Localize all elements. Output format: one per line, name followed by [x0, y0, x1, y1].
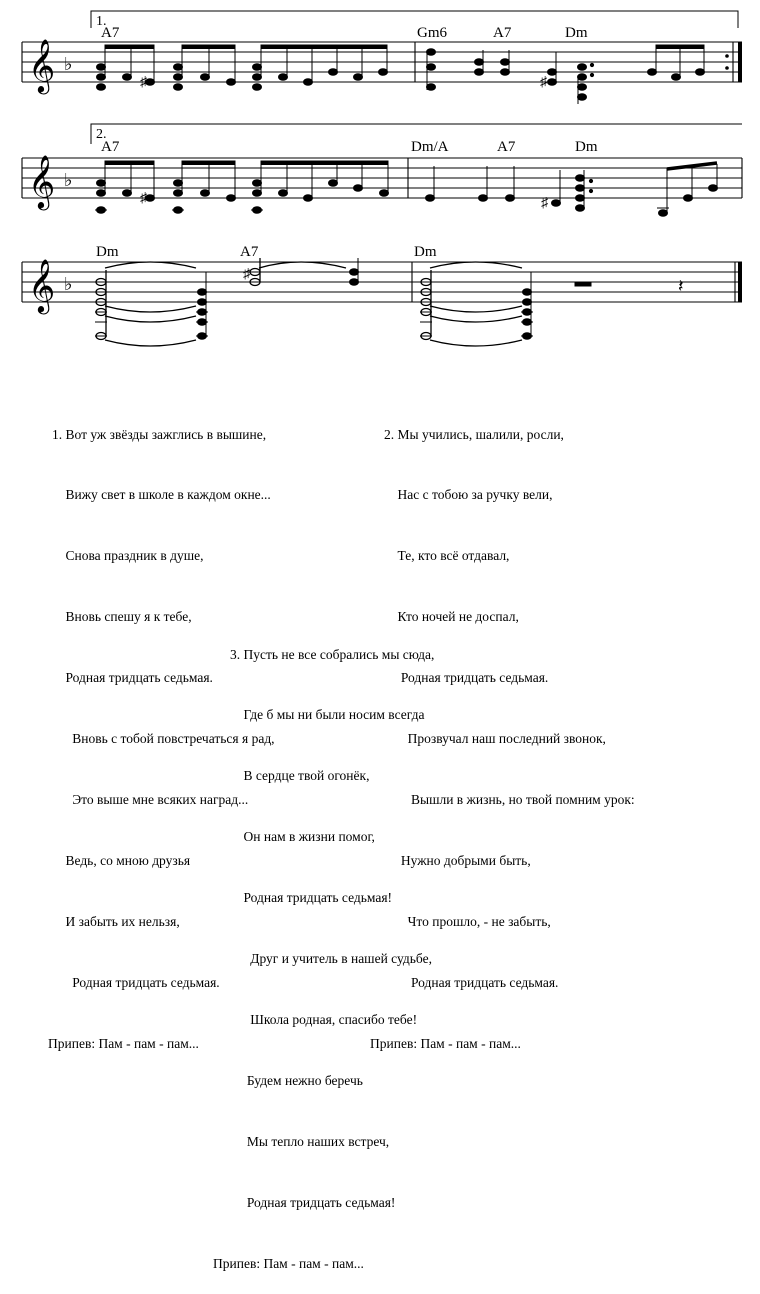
score-system-3: [22, 244, 742, 346]
lyric-line: Вижу свет в школе в каждом окне...: [52, 487, 271, 503]
treble-clef-icon: 𝄞: [28, 154, 56, 208]
chord-symbol: A7: [497, 139, 516, 155]
lyric-line: Вновь спешу я к тебе,: [52, 609, 192, 625]
lyric-line: Родная тридцать седьмая.: [384, 670, 549, 686]
flat-icon: ♭: [64, 170, 73, 191]
chorus-line: Припев: Пам - пам - пам...: [213, 1255, 364, 1271]
flat-icon: ♭: [64, 54, 73, 75]
chord-symbol: A7: [101, 25, 120, 41]
lyric-line: Родная тридцать седьмая!: [230, 890, 393, 906]
chord-symbol: Dm/A: [411, 139, 449, 155]
lyric-line: Те, кто всё отдавал,: [384, 548, 510, 564]
lyric-line: Мы тепло наших встреч,: [230, 1133, 390, 1149]
chord-symbol: Dm: [96, 244, 119, 260]
lyric-line: Нас с тобою за ручку вели,: [384, 487, 553, 503]
lyric-line: Где б мы ни были носим всегда: [230, 707, 425, 723]
flat-icon: ♭: [64, 274, 73, 295]
lyric-line: Нужно добрыми быть,: [384, 852, 531, 868]
quarter-rest-icon: 𝄽: [678, 276, 684, 297]
score-system-1: [22, 11, 742, 104]
lyric-line: Вновь с тобой повстречаться я рад,: [52, 731, 275, 747]
lyric-line: Вышли в жизнь, но твой помним урок:: [384, 791, 635, 807]
lyric-line: Это выше мне всяких наград...: [52, 791, 249, 807]
chord-symbol: Dm: [565, 25, 588, 41]
chord-symbol: A7: [240, 244, 259, 260]
lyric-line: 1. Вот уж звёзды зажглись в вышине,: [52, 426, 267, 442]
lyric-line: И забыть их нельзя,: [52, 913, 180, 929]
treble-clef-icon: 𝄞: [28, 38, 56, 92]
volta-number: 2.: [96, 127, 107, 142]
sharp-icon: ♯: [540, 75, 547, 90]
chorus-line: Припев: Пам - пам - пам...: [48, 1035, 199, 1051]
chord-symbol: Gm6: [417, 25, 447, 41]
sharp-icon: ♯: [243, 267, 250, 282]
lyric-line: Школа родная, спасибо тебе!: [230, 1011, 418, 1027]
lyric-line: Кто ночей не доспал,: [384, 609, 519, 625]
verse-3-lyrics: [213, 604, 434, 1294]
chorus-line: Припев: Пам - пам - пам...: [370, 1035, 521, 1051]
sharp-icon: ♯: [140, 75, 147, 90]
lyric-line: Что прошло, - не забыть,: [384, 913, 551, 929]
lyric-line: Родная тридцать седьмая.: [52, 974, 220, 990]
lyric-line: Родная тридцать седьмая.: [52, 670, 213, 686]
chord-symbol: Dm: [575, 139, 598, 155]
volta-number: 1.: [96, 14, 107, 29]
lyric-line: Друг и учитель в нашей судьбе,: [230, 951, 432, 967]
sheet-music: [0, 0, 760, 380]
lyric-line: В сердце твой огонёк,: [230, 768, 370, 784]
treble-clef-icon: 𝄞: [28, 258, 56, 312]
chord-symbol: Dm: [414, 244, 437, 260]
lyric-line: Будем нежно беречь: [230, 1072, 363, 1088]
sharp-icon: ♯: [140, 191, 147, 206]
lyric-line: Родная тридцать седьмая!: [230, 1194, 396, 1210]
lyric-line: Ведь, со мною друзья: [52, 852, 191, 868]
lyric-line: 3. Пусть не все собрались мы сюда,: [230, 646, 435, 662]
lyric-line: Он нам в жизни помог,: [230, 829, 375, 845]
lyric-line: Снова праздник в душе,: [52, 548, 204, 564]
chord-symbol: A7: [493, 25, 512, 41]
lyric-line: 2. Мы учились, шалили, росли,: [384, 426, 564, 442]
chord-symbol: A7: [101, 139, 120, 155]
sharp-icon: ♯: [541, 196, 548, 211]
lyric-line: Прозвучал наш последний звонок,: [384, 731, 606, 747]
lyric-line: Родная тридцать седьмая.: [384, 974, 559, 990]
score-system-2: [22, 124, 742, 216]
